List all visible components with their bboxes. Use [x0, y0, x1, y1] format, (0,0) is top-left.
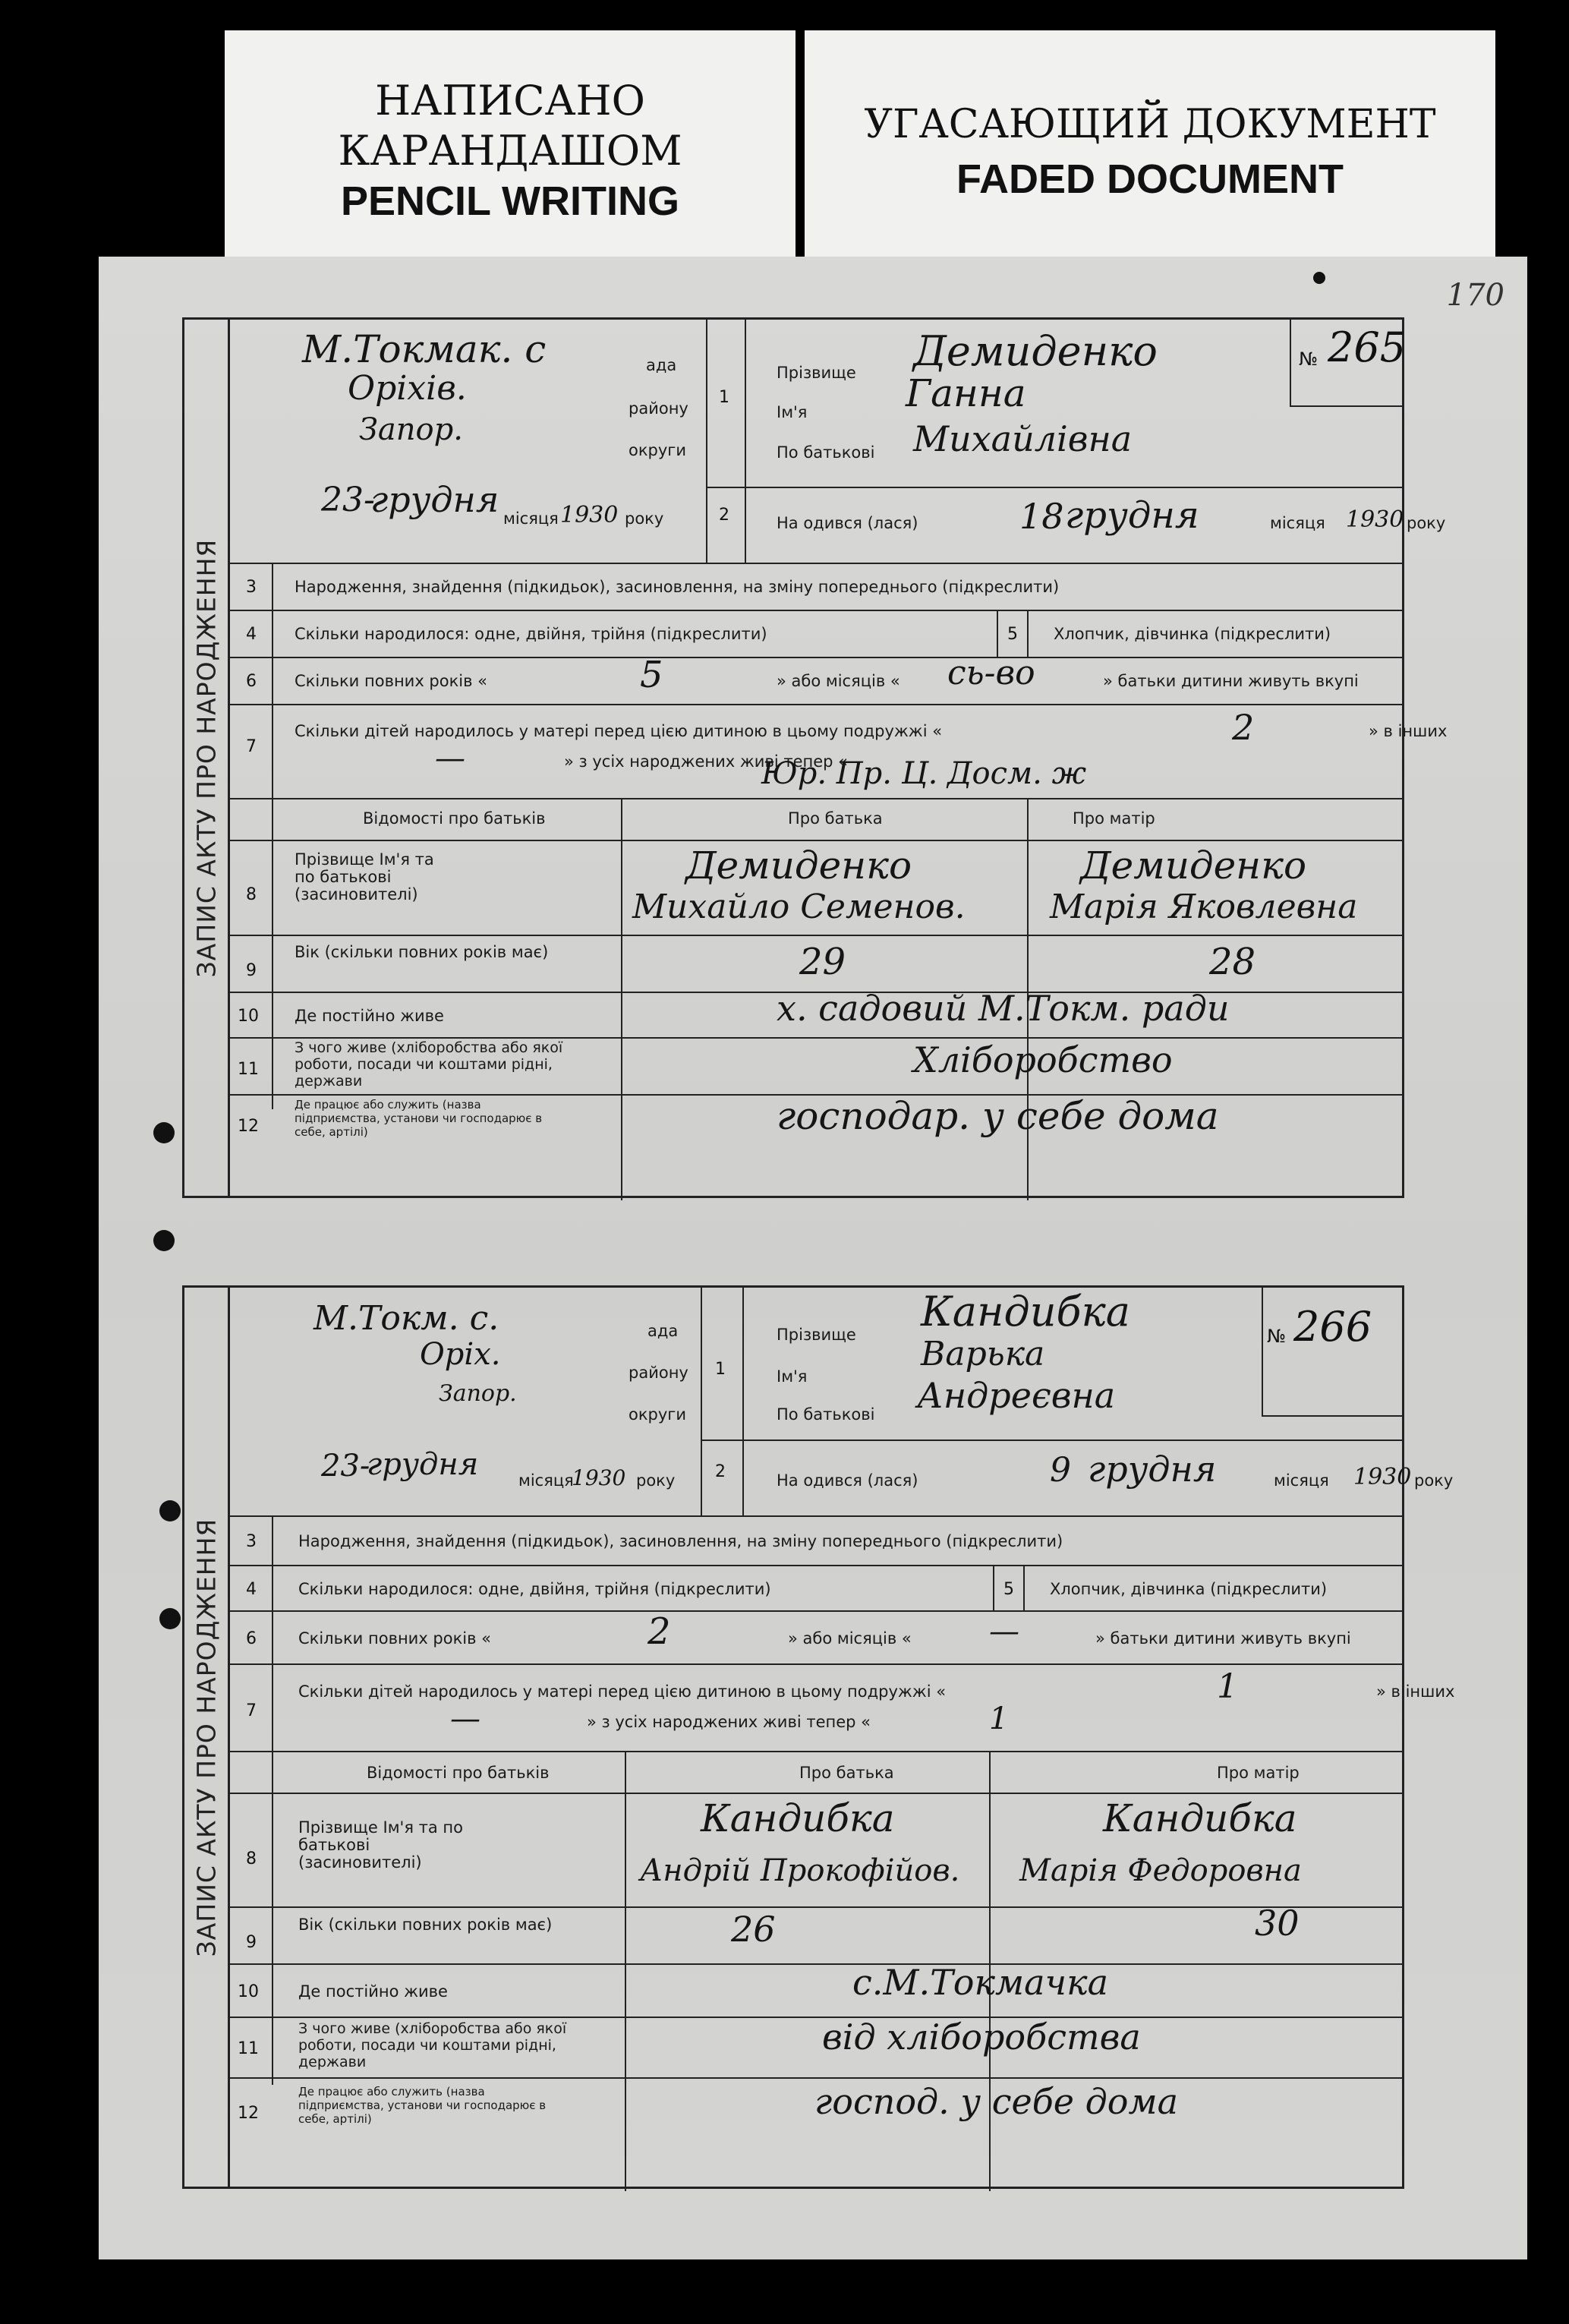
place-okrug: Запор.	[359, 412, 463, 447]
born-label: На одився (лася)	[777, 1471, 918, 1490]
place-okrug: Запор.	[439, 1380, 517, 1407]
residence: х. садовий М.Токм. ради	[777, 988, 1230, 1029]
birth-month: грудня	[1088, 1449, 1217, 1490]
punch-hole	[153, 1230, 175, 1251]
place-rada: М.Токм. с.	[313, 1299, 499, 1338]
row12-label: Де працює або служить (назва підприємства, установи чи господарює в себе, артілі)	[298, 2085, 547, 2126]
parents-header: Відомості про батьків	[367, 1764, 550, 1782]
father-age: 29	[799, 941, 846, 983]
child-patronymic: Михайлівна	[913, 418, 1133, 459]
workplace: господ. у себе дома	[814, 2081, 1179, 2122]
faded-document-ru: УГАСАЮЩИЙ ДОКУМЕНТ	[864, 102, 1436, 147]
number-sign: №	[1299, 348, 1318, 370]
mother-name: Марія Федоровна	[1019, 1853, 1302, 1888]
reg-month: грудня	[367, 1447, 479, 1482]
birth-record-266	[182, 1285, 1455, 2189]
birth-month: грудня	[1065, 494, 1199, 537]
year-label: року	[636, 1471, 676, 1490]
row4-label: Скільки народилося: одне, двійня, трійня (підкреслити)	[298, 1580, 771, 1598]
record-content: 1 2 М.Токм. с. ада Оріх. району Запор. округи 23- грудня місяця 1930 року Прізвище Кандибка Ім'я Варька По батькові Андреєвна На одився (лася) 9 грудня місяця 1930 року № 266 3 Народження, знайдення (підкидьок), засиновлення, на зміну попереднього (підкреслити) 4 Скільки народилося: одне, двійня, трійня (підкреслити) 5 Хлопчик, дівчинка (підкреслити) 6 Скільки повних років « 2 » або місяців « — » батьки дитини живуть вкупі 7 Скільки дітей народилось у матері перед цією дитиною в цьому подружжі « 1 » в інших — » з усіх народжених живі тепер « 1 Відомості про батьків Про батька Про матір 8 Прізвище Ім'я та по батькові (засиновителі) Кандибка Андрій Прокофійов. Кандибка Марія Федоровна 9 Вік (скільки повних років має) 26 30 10 Де постійно живе с.М.Токмачка 11 З чого живе (хліборобства або якої роботи, посади чи коштами рідні, держави від хліборобства 12 Де працює або служить (назва підприємства, установи чи господарює в себе, артілі) господ. у себе дома	[230, 1288, 1402, 2187]
row8-label: Прізвище Ім'я та по батькові (засиновителі)	[298, 1818, 463, 1871]
patronymic-label: По батькові	[777, 1405, 875, 1424]
document-sheet	[99, 257, 1527, 2259]
residence: с.М.Токмачка	[852, 1962, 1109, 2003]
faded-document-en: FADED DOCUMENT	[956, 156, 1344, 202]
years-together: 2	[647, 1610, 671, 1653]
row11-label: З чого живе (хліборобства або якої роботи, посади чи коштами рідні, держави	[295, 1039, 563, 1089]
punch-hole	[159, 1500, 181, 1521]
year-label: року	[1407, 514, 1446, 532]
row9-label: Вік (скільки повних років має)	[295, 943, 549, 961]
row6-together-label: » батьки дитини живуть вкупі	[1095, 1629, 1351, 1648]
child-surname: Демиденко	[913, 327, 1158, 375]
child-name: Ганна	[906, 371, 1026, 415]
row7-other-label: » в інших	[1369, 722, 1448, 740]
row7-label: Скільки дітей народилось у матері перед цією дитиною в цьому подружжі «	[295, 722, 943, 740]
month-label: місяця	[1274, 1471, 1329, 1490]
record-side-title: ЗАПИС АКТУ ПРО НАРОДЖЕННЯ	[184, 1288, 230, 2187]
birth-year: 1930	[1346, 506, 1404, 533]
place-raion: Оріхів.	[348, 369, 467, 408]
children-alive: 1	[989, 1701, 1009, 1736]
row6-months-label: » або місяців «	[788, 1629, 912, 1648]
row8-label: Прізвище Ім'я та по батькові (засиновителі)	[295, 850, 434, 903]
row3-label: Народження, знайдення (підкидьок), засиновлення, на зміну попереднього (підкреслити)	[298, 1532, 1063, 1550]
row7-other-label: » в інших	[1376, 1682, 1455, 1701]
raion-label: району	[629, 1364, 688, 1382]
row7-alive-label: » з усіх народжених живі тепер «	[564, 752, 849, 771]
register-number-box	[1290, 320, 1407, 407]
register-number: 265	[1328, 323, 1407, 371]
row4-label: Скільки народилося: одне, двійня, трійня (підкреслити)	[295, 625, 767, 643]
page-number: 170	[1446, 278, 1504, 313]
raion-label: району	[629, 399, 688, 418]
row9-label: Вік (скільки повних років має)	[298, 1916, 553, 1934]
children-before: 1	[1217, 1667, 1238, 1706]
record-content: 1 2 М.Токмак. с ада Оріхів. району Запор. округи 23- грудня місяця 1930 року Прізвище Демиденко Ім'я Ганна По батькові Михайлівна На одився (лася) 18 грудня місяця 1930 року № 265 3 Народження, знайдення (підкидьок), засиновлення, на зміну попереднього (підкреслити) 4 Скільки народилося: одне, двійня, трійня (підкреслити) 5 Хлопчик, дівчинка (підкреслити) 6 Скільки повних років « 5 » або місяців « сь-во » батьки дитини живуть вкупі 7 Скільки дітей народилось у матері перед цією дитиною в цьому подружжі « 2 » в інших — » з усіх народжених живі тепер « Юр. Пр. Ц. Досм. ж Відомості про батьків Про батька Про матір 8 Прізвище Ім'я та по батькові (засиновителі) Демиденко Михайло Семенов. Демиденко Марія Яковлевна 9 Вік (скільки повних років має) 29 28 10 Де постійно живе х. садовий М.Токм. ради 11 З чого живе (хліборобства або якої роботи, посади чи коштами рідні, держави Хліборобство 12 Де працює або служить (назва підприємства, установи чи господарює в себе, артілі) господар. у себе дома	[230, 320, 1402, 1196]
years-together: 5	[640, 654, 663, 696]
punch-hole	[159, 1608, 181, 1629]
name-label: Ім'я	[777, 403, 808, 421]
ink-dot	[1313, 272, 1325, 284]
row10-label: Де постійно живе	[295, 1007, 444, 1025]
child-name: Варька	[921, 1335, 1045, 1373]
year-label: року	[1414, 1471, 1454, 1490]
mother-header: Про матір	[1217, 1764, 1300, 1782]
place-rada: М.Токмак. с	[302, 327, 547, 371]
children-other: —	[450, 1701, 480, 1736]
row3-label: Народження, знайдення (підкидьок), засиновлення, на зміну попереднього (підкреслити)	[295, 578, 1060, 596]
born-label: На одився (лася)	[777, 514, 918, 532]
children-before: 2	[1232, 707, 1255, 748]
reg-year: 1930	[560, 502, 619, 528]
register-number-box	[1262, 1288, 1402, 1417]
month-label: місяця	[503, 509, 559, 528]
reg-month: грудня	[370, 479, 499, 520]
livelihood: від хліборобства	[822, 2017, 1141, 2058]
reg-day: 23-	[321, 481, 375, 519]
mother-surname: Кандибка	[1103, 1796, 1297, 1840]
row10-label: Де постійно живе	[298, 1982, 448, 2001]
months-together: сь-во	[947, 654, 1035, 692]
livelihood: Хліборобство	[913, 1039, 1173, 1080]
mother-age: 28	[1209, 941, 1256, 983]
mother-header: Про матір	[1073, 809, 1155, 828]
birth-year: 1930	[1353, 1464, 1412, 1490]
number-sign: №	[1267, 1326, 1286, 1347]
name-label: Ім'я	[777, 1367, 808, 1386]
mother-age: 30	[1255, 1903, 1300, 1944]
month-label: місяця	[1270, 514, 1325, 532]
punch-hole	[153, 1122, 175, 1143]
okrug-label: округи	[629, 1405, 686, 1424]
child-patronymic: Андреєвна	[917, 1375, 1116, 1416]
reg-year: 1930	[572, 1465, 626, 1490]
months-together: —	[989, 1614, 1019, 1649]
birth-day: 18	[1019, 496, 1064, 537]
row6-years-label: Скільки повних років «	[298, 1629, 492, 1648]
row5-label: Хлопчик, дівчинка (підкреслити)	[1054, 625, 1331, 643]
surname-label: Прізвище	[777, 1326, 856, 1344]
pencil-writing-en: PENCIL WRITING	[340, 178, 679, 224]
workplace: господар. у себе дома	[777, 1094, 1219, 1138]
child-surname: Кандибка	[921, 1288, 1130, 1335]
patronymic-label: По батькові	[777, 443, 875, 462]
faded-document-label	[805, 30, 1495, 273]
row7-alive-label: » з усіх народжених живі тепер «	[587, 1713, 871, 1731]
okrug-label: округи	[629, 441, 686, 459]
father-header: Про батька	[799, 1764, 894, 1782]
reg-day: 23-	[321, 1449, 370, 1484]
father-surname: Кандибка	[701, 1796, 895, 1840]
record-side-title: ЗАПИС АКТУ ПРО НАРОДЖЕННЯ	[184, 320, 230, 1196]
place-raion: Оріх.	[420, 1337, 501, 1372]
row6-months-label: » або місяців «	[777, 672, 900, 690]
father-name: Андрій Прокофійов.	[640, 1853, 960, 1888]
surname-label: Прізвище	[777, 364, 856, 382]
father-header: Про батька	[788, 809, 883, 828]
rada-label: ада	[647, 1322, 679, 1340]
parents-header: Відомості про батьків	[363, 809, 546, 828]
month-label: місяця	[518, 1471, 574, 1490]
children-other: —	[435, 741, 465, 776]
row12-label: Де працює або служить (назва підприємства, установи чи господарює в себе, артілі)	[295, 1098, 543, 1139]
birth-day: 9	[1050, 1451, 1071, 1490]
mother-name: Марія Яковлевна	[1050, 888, 1358, 926]
mother-surname: Демиденко	[1080, 844, 1307, 888]
birth-record-265	[182, 317, 1448, 1198]
row5-label: Хлопчик, дівчинка (підкреслити)	[1050, 1580, 1328, 1598]
pencil-writing-label	[225, 30, 796, 272]
annotation: Юр. Пр. Ц. Досм. ж	[761, 756, 1087, 791]
register-number: 266	[1293, 1303, 1372, 1351]
father-age: 26	[731, 1909, 776, 1950]
rada-label: ада	[646, 356, 677, 374]
row11-label: З чого живе (хліборобства або якої роботи, посади чи коштами рідні, держави	[298, 2020, 567, 2070]
pencil-writing-ru: НАПИСАНО КАРАНДАШОМ	[338, 77, 682, 175]
father-surname: Демиденко	[685, 844, 912, 888]
year-label: року	[625, 509, 664, 528]
father-name: Михайло Семенов.	[632, 888, 966, 926]
row6-years-label: Скільки повних років «	[295, 672, 488, 690]
row7-label: Скільки дітей народилось у матері перед цією дитиною в цьому подружжі «	[298, 1682, 947, 1701]
row6-together-label: » батьки дитини живуть вкупі	[1103, 672, 1359, 690]
